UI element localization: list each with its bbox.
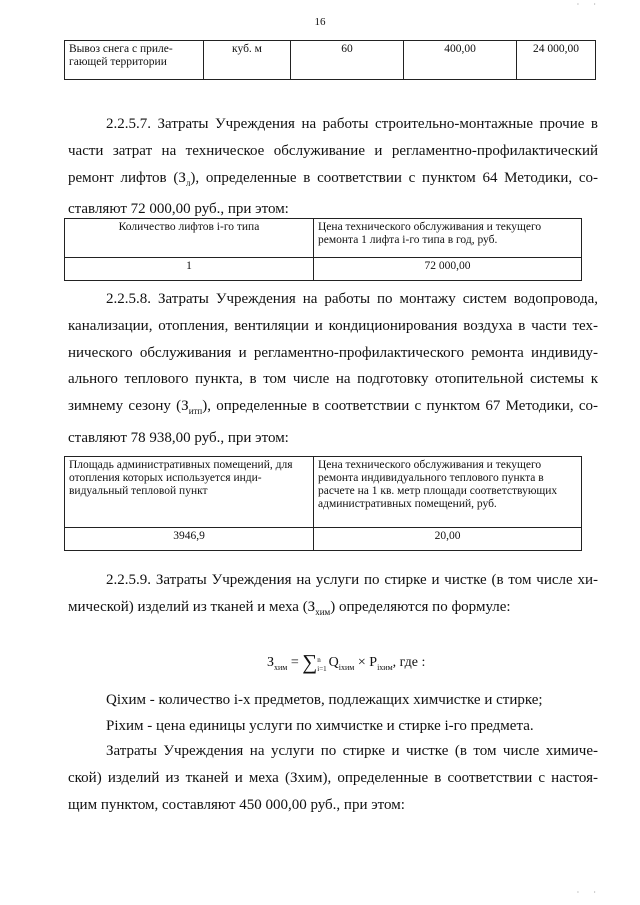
snow-quantity: 60	[291, 41, 404, 80]
page-number: 16	[314, 16, 326, 28]
formula-lower: i=1	[317, 665, 327, 673]
lifts-value-price: 72 000,00	[314, 258, 582, 281]
formula-equals: =	[287, 655, 303, 670]
formula-lhs-sub: хим	[274, 662, 288, 672]
paragraph-2259-text: 2.2.5.9. Затраты Учреждения на услуги по стирке и чистке (в том числе хи-мической) изделий из тканей и меха (З	[68, 572, 598, 615]
formula-q-sub: iхим	[338, 662, 355, 672]
paragraph-2258-sub: итп	[188, 406, 203, 417]
paragraph-2259-tail: ) определяются по формуле:	[330, 598, 511, 615]
formula-p-sub: iхим	[377, 662, 393, 672]
definition-p: Piхим - цена единицы услуги по химчистке и стирке i-го предмета.	[106, 718, 534, 734]
snow-price: 400,00	[404, 41, 517, 80]
paragraph-2259-sub: хим	[315, 606, 331, 617]
formula	[267, 650, 425, 675]
paragraph-2257-sub: л	[185, 177, 191, 188]
lifts-header-count: Количество лифтов i-го типа	[65, 219, 314, 258]
paragraph-2258-text: 2.2.5.8. Затраты Учреждения на работы по монтажу систем водопровода, канализации, отопления, вентиляции и кондиционирования воздуха в части тех-нического обслуживания и регламентно-профилактического ремонта индивиду-ального теплового пункта, в том числе на подготовку отопительной системы к зимнему сезону (З	[68, 291, 598, 415]
formula-times: ×	[354, 655, 370, 670]
formula-p: P	[369, 655, 378, 670]
definition-q: Qiхим - количество i-х предметов, подлежащих химчистке и стирке;	[106, 692, 543, 708]
paragraph-2258-tail: ), определенные в соответствии с пунктом 67 Методики, со-ставляют 78 938,00 руб., при этом:	[68, 398, 599, 446]
heating-value-price: 20,00	[314, 528, 582, 551]
paragraph-2258	[68, 286, 598, 452]
table-row	[65, 528, 582, 551]
table-row	[65, 457, 582, 528]
lifts-table	[64, 218, 582, 281]
table-row	[65, 219, 582, 258]
heating-header-price: Цена технического обслуживания и текущего ремонта индивидуального теплового пункта в расчете на 1 кв. метр площади соответствующих административных помещений, руб.	[314, 457, 582, 528]
snow-removal-table	[64, 40, 596, 80]
paragraph-2257-tail: ), определенные в соответствии с пунктом 64 Методики, со-ставляют 72 000,00 руб., при этом:	[68, 169, 599, 218]
snow-total: 24 000,00	[517, 41, 596, 80]
paragraph-2257-text: 2.2.5.7. Затраты Учреждения на работы строительно-монтажные прочие в части затрат на техническое обслуживание и регламентно-профилактический ремонт лифтов (З	[68, 116, 598, 186]
table-row	[65, 258, 582, 281]
sum-icon: ∑	[302, 650, 318, 674]
snow-unit: куб. м	[204, 41, 291, 80]
formula-q: Q	[328, 655, 339, 670]
lifts-header-price: Цена технического обслуживания и текущего ремонта 1 лифта i-го типа в год, руб.	[314, 219, 582, 258]
formula-lhs: З	[267, 655, 275, 670]
scan-dots: · ·	[576, 888, 602, 897]
table-row	[65, 41, 596, 80]
formula-tail: , где :	[392, 655, 426, 670]
lifts-value-count: 1	[65, 258, 314, 281]
formula-upper: n	[317, 656, 321, 664]
paragraph-2259	[68, 567, 598, 626]
heating-header-area: Площадь административных помещений, для отопления которых используется инди-видуальный тепловой пункт	[65, 457, 314, 528]
formula-limits	[317, 656, 326, 674]
paragraph-final: Затраты Учреждения на услуги по стирке и чистке (в том числе химиче-ской) изделий из тканей и меха (Зхим), определенные в соответствии с настоя-щим пунктом, составляют 450 000,00 руб., при этом:	[68, 743, 598, 813]
snow-item-name: Вывоз снега с приле-гающей территории	[65, 41, 204, 80]
paragraph-2257	[68, 111, 598, 223]
scan-dots: · ·	[576, 0, 602, 9]
heating-table	[64, 456, 582, 551]
heating-value-area: 3946,9	[65, 528, 314, 551]
